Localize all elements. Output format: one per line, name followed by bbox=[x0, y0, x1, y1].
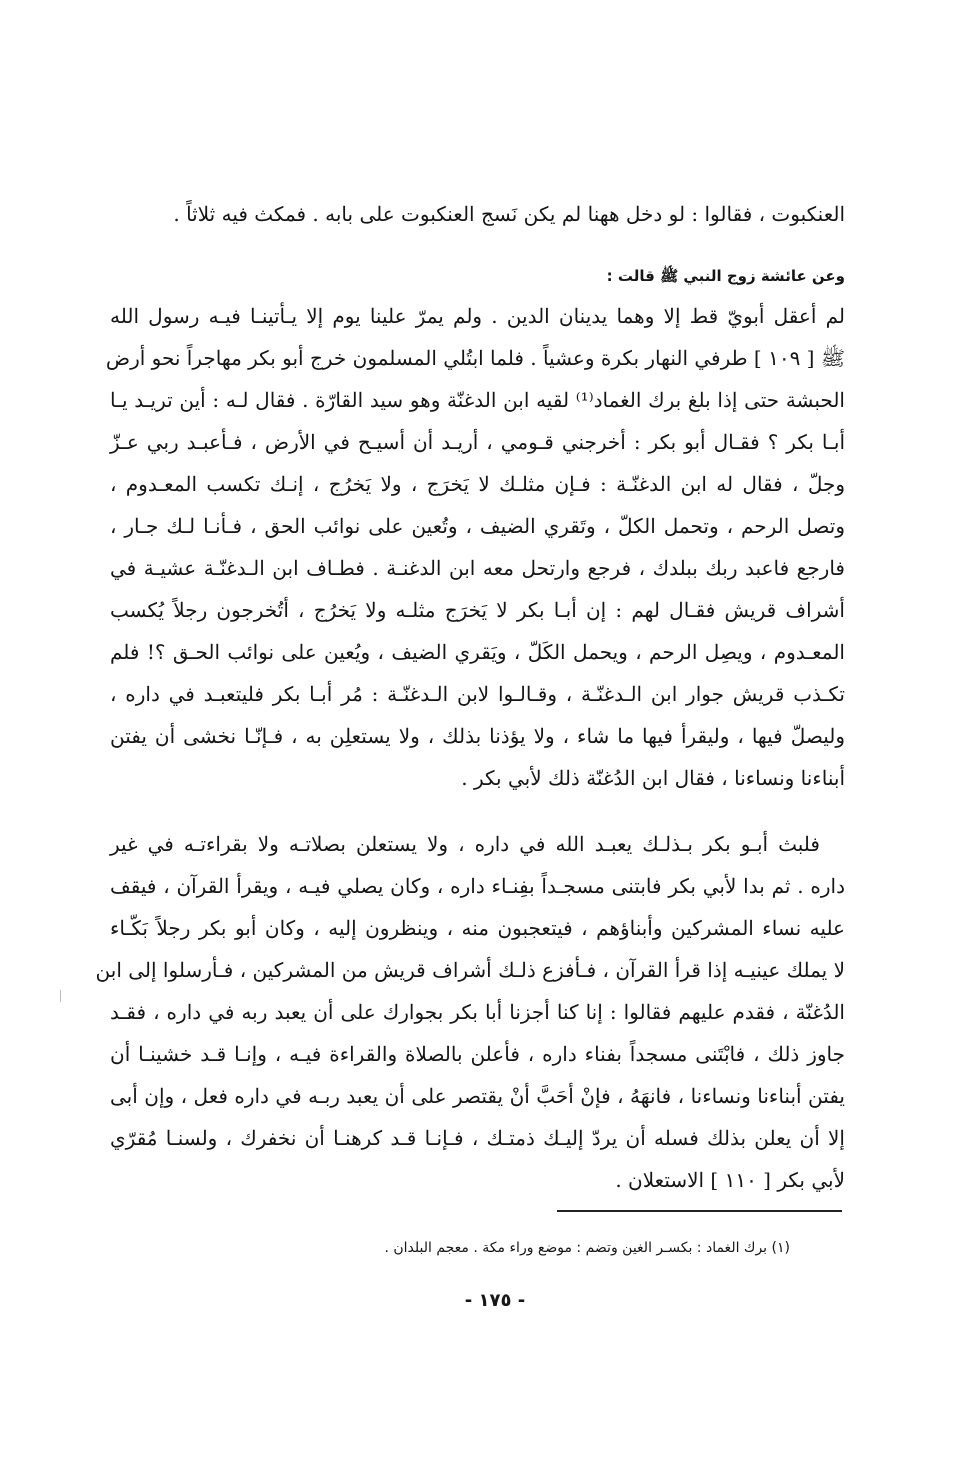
text-line: فلبث أبـو بكر بـذلـك يعبـد الله في داره ، ولا يستعلن بصلاتـه ولا بقراءتـه في غير bbox=[110, 832, 820, 856]
text-line: يفتن أبناءنا ونساءنا ، فانهَهُ ، فإنْ أحَبَّ أنْ يقتصر على أن يعبد ربـه في داره فعل ، وإن أبى bbox=[110, 1084, 845, 1108]
text-line: المعـدوم ، ويصِل الرحم ، ويحمل الكَلّ ، ويَقري الضيف ، ويُعين على نوائب الحـق ؟! فلم bbox=[110, 640, 845, 664]
text-line: ﷺ [ ١٠٩ ] طرفي النهار بكرة وعشياً . فلما ابتُلي المسلمون خرج أبو بكر مهاجراً نحو أرض bbox=[105, 346, 845, 370]
text-line: فارجع فاعبد ربك ببلدك ، فرجع وارتحل معه ابن الدغنـة . فطـاف ابن الـدغنّـة عشيـة في bbox=[110, 556, 845, 580]
text-line: الحبشة حتى إذا بلغ برك الغماد⁽¹⁾ لقيه ابن الدغنّة وهو سيد القارّة . فقال لـه : أين تريـد يـا bbox=[110, 388, 845, 412]
text-line: لا يملك عينيـه إذا قرأ القرآن ، فـأفزع ذلـك أشراف قريش من المشركين ، فـأرسلوا إلى ابن bbox=[95, 958, 845, 982]
text-line: عليه نساء المشركين وأبناؤهم ، فيتعجبون منه ، وينظرون إليه ، وكان أبو بكر رجلاً بَكّـاء bbox=[110, 916, 845, 940]
text-line: الدُغنّة ، فقدم عليهم فقالوا : إنا كنا أجزنا أبا بكر بجوارك على أن يعبد ربه في داره ، فقـد bbox=[110, 1000, 845, 1024]
text-line: لأبي بكر [ ١١٠ ] الاستعلان . bbox=[615, 1168, 845, 1192]
text-line: لم أعقل أبويّ قط إلا وهما يدينان الدين . ولم يمرّ علينا يوم إلا يـأتينـا فيـه رسول الله bbox=[110, 304, 845, 328]
margin-mark bbox=[60, 990, 61, 1002]
text-line: وليصلّ فيها ، وليقرأ فيها ما شاء ، ولا يؤذنا بذلك ، ولا يستعلِن به ، فـإنّـا نخشى أن يفتن bbox=[110, 724, 845, 748]
text-line: إلا أن يعلن بذلك فسله أن يردّ إليـك ذمتـك ، فـإنـا قـد كرهنـا أن نخفرك ، ولسنـا مُقرّي bbox=[110, 1126, 845, 1150]
text-line: أبـا بكر ؟ فقـال أبو بكر : أخرجني قـومي ، أريـد أن أسيـح في الأرض ، فـأعبـد ربي عـزّ bbox=[110, 430, 845, 454]
text-line: أشراف قريش فقـال لهم : إن أبـا بكر لا يَخرَج مثلـه ولا يَخرُج ، أتُخرجون رجلاً يُكسب bbox=[110, 598, 845, 622]
text-line: داره . ثم بدا لأبي بكر فابتنى مسجـداً بفِنـاء داره ، وكان يصلي فيـه ، ويقرأ القرآن ، فيقف bbox=[110, 874, 845, 898]
text-line: العنكبوت ، فقالوا : لو دخل ههنا لم يكن نَسج العنكبوت على بابه . فمكث فيه ثلاثاً . bbox=[173, 202, 845, 226]
footnote: (١) برك الغماد : بكسـر الغين وتضم : موضع وراء مكة . معجم البلدان . bbox=[384, 1240, 790, 1256]
page-number: - ١٧٥ - bbox=[464, 1290, 526, 1311]
footnote-rule bbox=[557, 1210, 842, 1212]
text-line: وجلّ ، فقال له ابن الدغنّـة : فـإن مثلـك لا يَخرَج ، ولا يَخرُج ، إنـك تكسب المعـدوم ، bbox=[110, 472, 846, 496]
text-line: وتصل الرحم ، وتحمل الكلّ ، وتَقري الضيف ، وتُعين على نوائب الحق ، فـأنـا لـك جـار ، bbox=[110, 514, 845, 538]
text-line: تكـذب قريش جوار ابن الـدغنّـة ، وقـالـوا لابن الـدغنّـة : مُر أبـا بكر فليتعبـد في داره ، bbox=[110, 682, 845, 706]
section-heading: وعن عائشة زوج النبي ﷺ قالت : bbox=[606, 267, 845, 285]
text-line: أبناءنا ونساءنا ، فقال ابن الدُغنّة ذلك لأبي بكر . bbox=[461, 766, 845, 790]
text-line: جاوز ذلك ، فابْتَنى مسجداً بفناء داره ، فأعلن بالصلاة والقراءة فيـه ، وإنـا قـد خشينـا أن bbox=[110, 1042, 845, 1066]
